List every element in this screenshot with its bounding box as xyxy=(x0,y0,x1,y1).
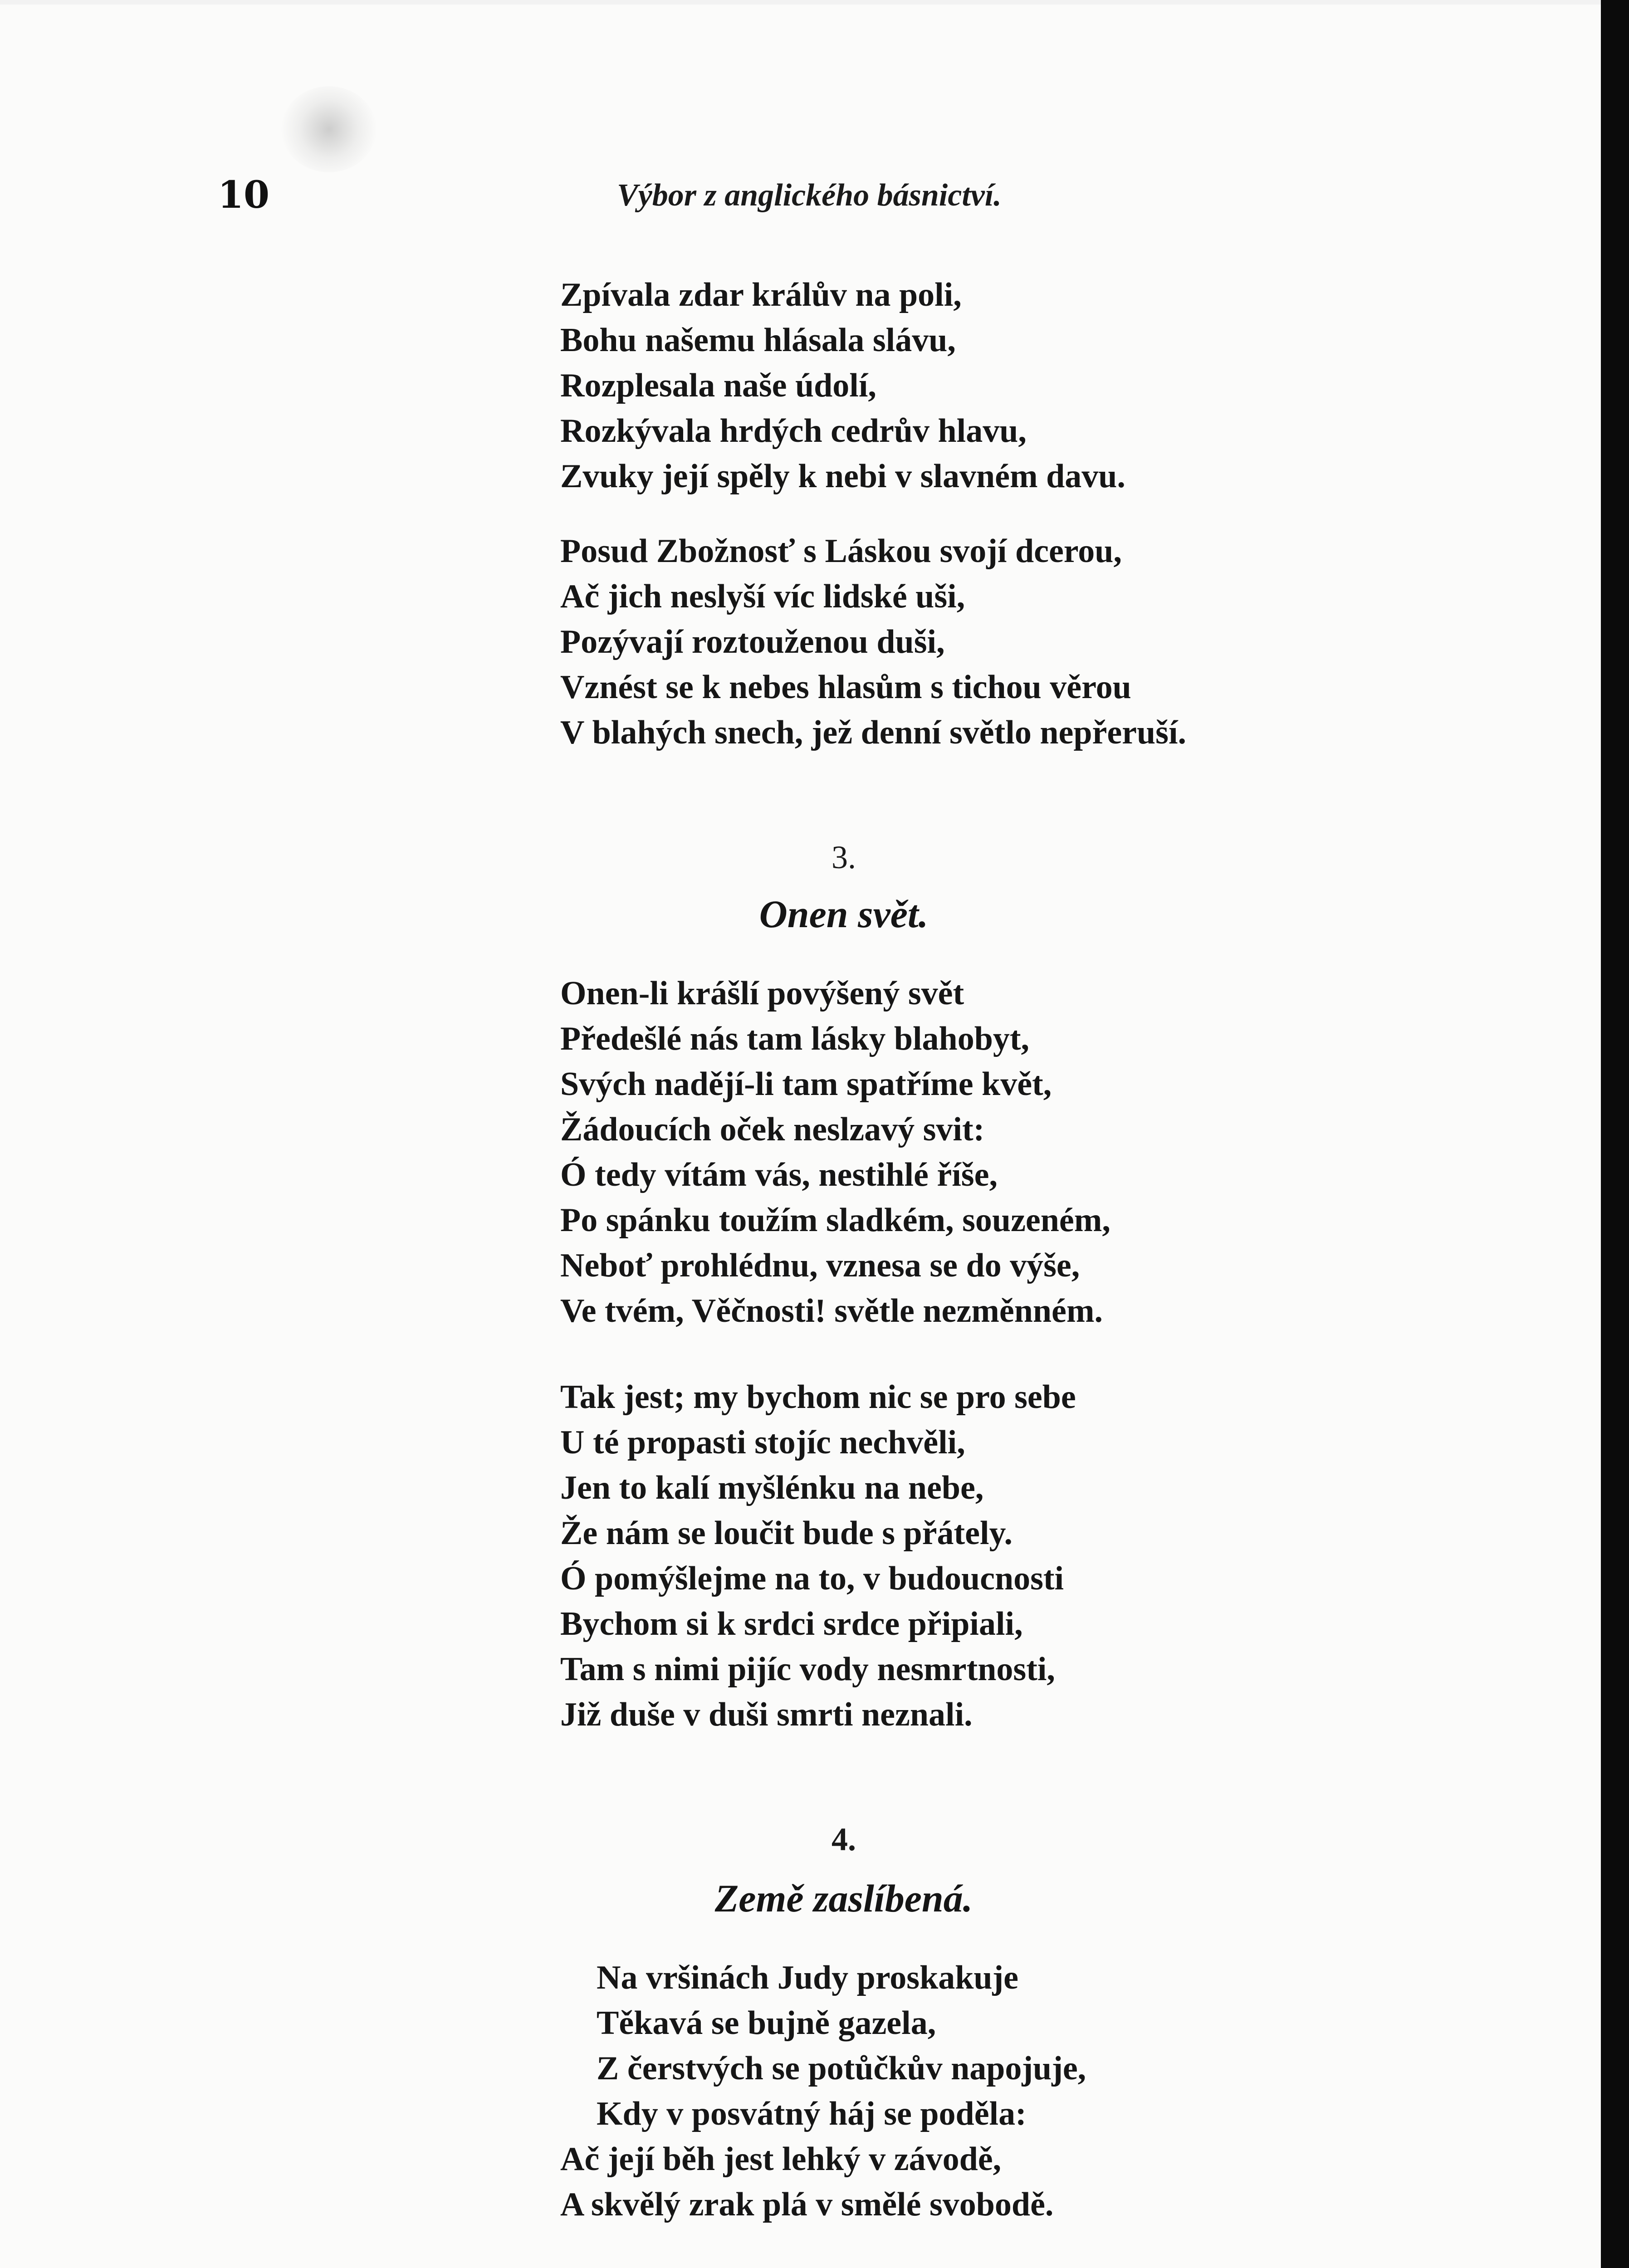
poem-title: Země zaslíbená. xyxy=(714,1877,973,1920)
section4-stanza-1 xyxy=(560,1955,1331,2227)
poem-line: Ó tedy vítám vás, nestihlé říše, xyxy=(560,1156,998,1193)
poem-line: Posud Zbožnosť s Láskou svojí dcerou, xyxy=(560,533,1122,570)
section4-stanza-2 xyxy=(560,2266,1331,2268)
poem-line: Jen to kalí myšlénku na nebe, xyxy=(560,1469,984,1506)
poem-line: Předešlé nás tam lásky blahobyt, xyxy=(560,1020,1030,1057)
poem-line: Pozývají roztouženou duši, xyxy=(560,623,945,660)
poem-line: Neboť prohlédnu, vznesa se do výše, xyxy=(560,1247,1080,1284)
poem-line: Již duše v duši smrti neznali. xyxy=(560,1696,973,1733)
poem-line: U té propasti stojíc nechvěli, xyxy=(560,1424,965,1461)
poem-line xyxy=(560,2266,1331,2268)
section3-stanza-2 xyxy=(560,1374,1331,1737)
poem-line: Po spánku toužím sladkém, souzeném, xyxy=(560,1202,1110,1239)
poem-line: A skvělý zrak plá v smělé svobodě. xyxy=(560,2186,1054,2223)
poem-line: Rozkývala hrdých cedrův hlavu, xyxy=(560,412,1027,450)
running-title: Výbor z anglického básnictví. xyxy=(617,178,1002,213)
poem-line: Onen-li krášlí povýšený svět xyxy=(560,975,964,1012)
poem-line: Zpívala zdar králův na poli, xyxy=(560,276,962,313)
poem-line: Žádoucích oček neslzavý svit: xyxy=(560,1111,985,1148)
poem-line: Vznést se k nebes hlasům s tichou věrou xyxy=(560,669,1131,706)
poem-line: Bohu našemu hlásala slávu, xyxy=(560,322,956,359)
scan-smudge xyxy=(281,86,377,172)
poem-line: Rozplesala naše údolí, xyxy=(560,367,876,404)
poem-line: Ó pomýšlejme na to, v budoucnosti xyxy=(560,1560,1064,1597)
poem-line: Ve tvém, Věčnosti! světle nezměnném. xyxy=(560,1292,1103,1330)
section-number: 4. xyxy=(832,1821,856,1857)
poem-line: Z čerstvých se potůčkův napojuje, xyxy=(597,2050,1086,2087)
poem-line: Svých nadějí-li tam spatříme květ, xyxy=(560,1066,1052,1103)
scan-top-edge xyxy=(0,0,1629,5)
poem-line: Tam s nimi pijíc vody nesmrtnosti, xyxy=(560,1651,1055,1688)
stanza-a xyxy=(560,272,1331,499)
stanza-b xyxy=(560,528,1331,755)
section3-stanza-1 xyxy=(560,971,1331,1334)
poem-line: Bychom si k srdci srdce připiali, xyxy=(560,1605,1023,1642)
page-number: 10 xyxy=(218,173,270,217)
running-head xyxy=(218,172,1306,222)
poem-line: Ač jich neslyší víc lidské uši, xyxy=(560,578,965,615)
section-number: 3. xyxy=(832,839,856,875)
poem-line: Zvuky její spěly k nebi v slavném davu. xyxy=(560,458,1125,495)
poem-line: Těkavá se bujně gazela, xyxy=(597,2004,936,2042)
poem-title: Onen svět. xyxy=(759,892,929,936)
poem-line: Tak jest; my bychom nic se pro sebe xyxy=(560,1378,1076,1416)
poem-line: V blahých snech, jež denní světlo nepřeruší. xyxy=(560,714,1187,751)
poem-line: Na vršinách Judy proskakuje xyxy=(597,1959,1019,1996)
poem-line: Že nám se loučit bude s přátely. xyxy=(560,1515,1013,1552)
poem-line: Kdy v posvátný háj se poděla: xyxy=(597,2095,1027,2132)
scan-right-edge xyxy=(1601,0,1629,2268)
poem-line: Ač její běh jest lehký v závodě, xyxy=(560,2141,1002,2178)
